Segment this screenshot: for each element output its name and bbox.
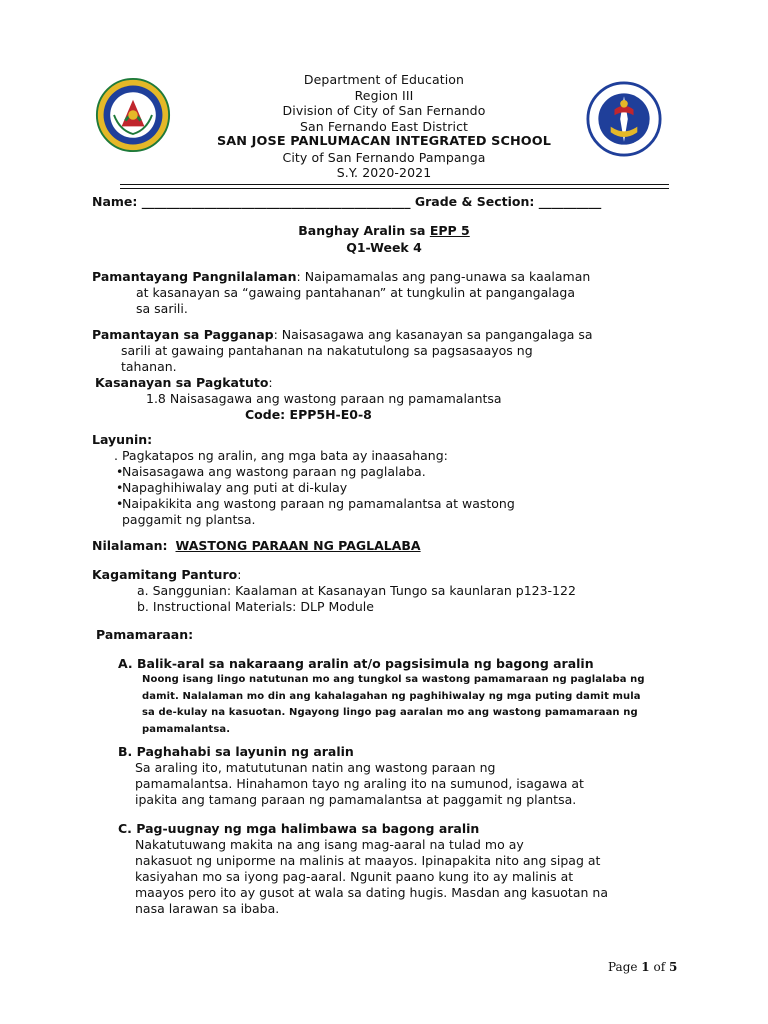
procedure-c-line: nakasuot ng uniporme na malinis at maayos. Ipinapakita nito ang sipag at — [135, 853, 601, 868]
materials-colon: : — [237, 567, 242, 582]
procedure-label-text: Pamamaraan: — [96, 627, 194, 642]
header-rule-bottom — [120, 188, 669, 189]
lesson-week: Q1-Week 4 — [346, 240, 422, 255]
department-line: Department of Education — [303, 72, 465, 87]
name-field[interactable]: ___________________________________________ — [141, 194, 411, 209]
content-standard-text: : Naipamamalas ang pang-unawa sa kaalaman — [296, 269, 591, 284]
objective-3-cont: paggamit ng plantsa. — [122, 512, 256, 527]
content-topic-value: WASTONG PARAAN NG PAGLALABA — [175, 538, 421, 553]
learning-competency-colon: : — [268, 375, 273, 390]
procedure-b — [118, 744, 708, 808]
procedure-b-line: pamamalantsa. Hinahamon tayo ng araling ito na sumunod, isagawa at — [135, 776, 584, 791]
materials — [92, 567, 712, 615]
page-word: Page — [608, 960, 642, 974]
school-year: S.Y. 2020-2021 — [336, 165, 432, 180]
objective-1-text: Naisasagawa ang wastong paraan ng paglalaba. — [122, 464, 426, 479]
materials-label: Kagamitang Panturo — [92, 567, 238, 582]
school-name: SAN JOSE PANLUMACAN INTEGRATED SCHOOL — [216, 134, 552, 149]
objective-item — [92, 480, 692, 496]
content-standard — [92, 269, 692, 317]
title-subject: EPP 5 — [429, 223, 470, 238]
current-page: 1 — [641, 960, 650, 974]
procedure-a-line: sa de-kulay na kasuotan. Ngayong lingo pag aaralan mo ang wastong pamamaraan ng — [142, 707, 638, 718]
learning-competency-label: Kasanayan sa Pagkatuto — [95, 375, 269, 390]
content-standard-line3: sa sarili. — [136, 301, 188, 316]
procedure-a-line: pamamalantsa. — [142, 723, 231, 735]
procedure-a-line: Noong isang lingo natutunan mo ang tungkol sa wastong pamamaraan ng paglalaba ng — [142, 674, 645, 685]
objective-3-text: Naipakikita ang wastong paraan ng pamamalantsa at wastong — [122, 496, 515, 511]
procedure-b-heading: B. Paghahabi sa layunin ng aralin — [118, 744, 354, 759]
objective-item — [92, 496, 692, 528]
materials-reference: a. Sanggunian: Kaalaman at Kasanayan Tungo sa kaunlaran p123-122 — [137, 583, 576, 598]
region-line: Region III — [354, 87, 414, 103]
procedure-b-line: ipakita ang tamang paraan ng pamamalantsa at paggamit ng plantsa. — [135, 792, 577, 807]
objectives-intro: . Pagkatapos ng aralin, ang mga bata ay inaasahang: — [114, 448, 448, 463]
procedure-b-line: Sa araling ito, matututunan natin ang wastong paraan ng — [135, 760, 496, 775]
performance-standard — [92, 327, 692, 375]
content-topic — [92, 538, 692, 554]
objectives — [92, 432, 692, 528]
city-line: City of San Fernando Pampanga — [282, 149, 486, 165]
objectives-list — [92, 464, 692, 528]
procedure-c — [118, 821, 718, 917]
objective-2-text: Napaghihiwalay ang puti at di-kulay — [122, 480, 348, 495]
content-standard-label: Pamantayang Pangnilalaman — [92, 269, 297, 284]
performance-standard-text: : Naisasagawa ang kasanayan sa pangangalaga sa — [273, 327, 593, 342]
procedure-c-line: maayos pero ito ay gusot at wala sa dating hugis. Masdan ang kasuotan na — [135, 885, 608, 900]
objectives-label: Layunin: — [92, 432, 153, 447]
performance-standard-label: Pamantayan sa Pagganap — [92, 327, 274, 342]
procedure-c-heading: C. Pag-uugnay ng mga halimbawa sa bagong aralin — [118, 821, 480, 836]
objective-item — [92, 464, 692, 480]
procedure-a-heading: A. Balik-aral sa nakaraang aralin at/o pagsisimula ng bagong aralin — [118, 656, 594, 671]
learning-competency — [95, 375, 695, 423]
content-standard-line2: at kasanayan sa “gawaing pantahanan” at tungkulin at pangangalaga — [136, 285, 575, 300]
procedure-b-body — [118, 760, 708, 808]
page-number — [608, 960, 677, 974]
procedure-c-line: nasa larawan sa ibaba. — [135, 901, 280, 916]
lesson-title — [0, 223, 768, 238]
of-word: of — [649, 960, 669, 974]
performance-standard-line3: tahanan. — [121, 359, 177, 374]
title-prefix: Banghay Aralin sa — [298, 223, 430, 238]
division-line: Division of City of San Fernando — [282, 103, 486, 118]
procedure-c-body — [118, 837, 718, 917]
procedure-a-body — [118, 672, 708, 738]
district-line: San Fernando East District — [299, 118, 469, 134]
name-grade-row — [92, 194, 682, 209]
materials-instructional: b. Instructional Materials: DLP Module — [137, 599, 374, 614]
performance-standard-line2: sarili at gawaing pantahanan na nakatutulong sa pagsasaayos ng — [121, 343, 533, 358]
grade-field[interactable]: __________ — [538, 194, 602, 209]
procedure-c-line: kasiyahan mo sa iyong pag-aaral. Ngunit paano kung ito ay malinis at — [135, 869, 574, 884]
learning-competency-item: 1.8 Naisasagawa ang wastong paraan ng pamamalantsa — [146, 391, 502, 406]
learning-competency-code: Code: EPP5H-E0-8 — [245, 407, 372, 422]
letterhead — [150, 72, 618, 181]
procedure-label — [96, 627, 696, 643]
content-topic-label: Nilalaman: — [92, 538, 168, 553]
name-label: Name: — [92, 194, 138, 209]
header-rule-top — [120, 184, 669, 185]
procedure-a — [118, 656, 708, 738]
grade-label: Grade & Section: — [414, 194, 535, 209]
total-pages: 5 — [668, 960, 678, 974]
procedure-a-line: damit. Nalalaman mo din ang kahalagahan ng paghihiwalay ng mga puting damit mula — [142, 690, 641, 702]
procedure-c-line: Nakatutuwang makita na ang isang mag-aaral na tulad mo ay — [135, 837, 524, 852]
